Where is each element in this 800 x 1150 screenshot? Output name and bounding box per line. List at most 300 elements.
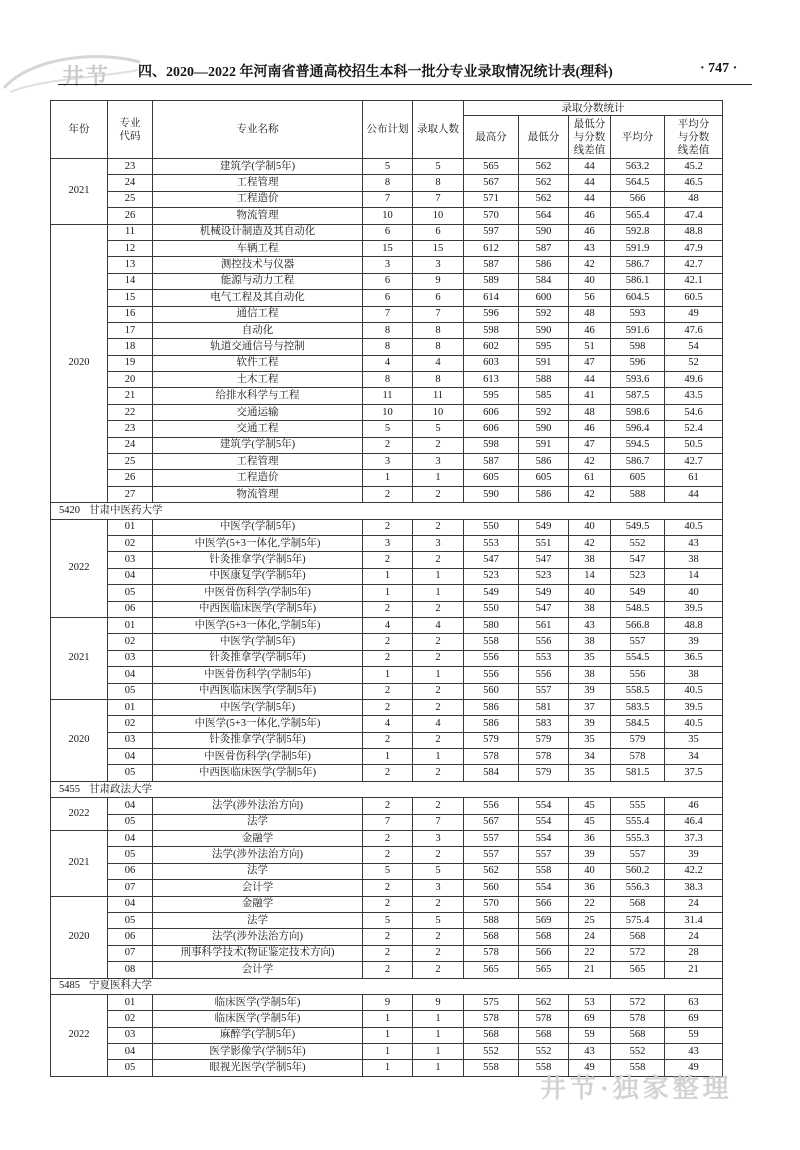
page-number: · 747 · <box>700 61 738 76</box>
avg-score-cell: 560.2 <box>611 863 665 879</box>
avg-score-cell: 604.5 <box>611 290 665 306</box>
major-name-cell: 针灸推拿学(学制5年) <box>153 552 363 568</box>
admitted-cell: 15 <box>413 240 464 256</box>
min-score-cell: 562 <box>519 191 569 207</box>
major-code-cell: 05 <box>108 765 153 781</box>
major-code-cell: 26 <box>108 470 153 486</box>
plan-cell: 7 <box>363 191 413 207</box>
min-diff-cell: 24 <box>569 929 611 945</box>
min-score-cell: 586 <box>519 257 569 273</box>
plan-cell: 6 <box>363 290 413 306</box>
avg-diff-cell: 43.5 <box>665 388 723 404</box>
logo-watermark-text: 井节 <box>62 64 111 89</box>
header-plan: 公布计划 <box>363 101 413 159</box>
table-row <box>51 568 723 584</box>
min-score-cell: 578 <box>519 749 569 765</box>
avg-diff-cell: 28 <box>665 945 723 961</box>
avg-score-cell: 558.5 <box>611 683 665 699</box>
table-row <box>51 814 723 830</box>
avg-score-cell: 566 <box>611 191 665 207</box>
avg-score-cell: 587.5 <box>611 388 665 404</box>
avg-score-cell: 549.5 <box>611 519 665 535</box>
min-score-cell: 600 <box>519 290 569 306</box>
min-score-cell: 553 <box>519 650 569 666</box>
avg-diff-cell: 42.7 <box>665 257 723 273</box>
admitted-cell: 8 <box>413 339 464 355</box>
min-diff-cell: 44 <box>569 175 611 191</box>
admitted-cell: 1 <box>413 667 464 683</box>
avg-score-cell: 584.5 <box>611 716 665 732</box>
plan-cell: 1 <box>363 1011 413 1027</box>
max-score-cell: 550 <box>464 601 519 617</box>
min-score-cell: 556 <box>519 667 569 683</box>
major-code-cell: 03 <box>108 732 153 748</box>
table-row <box>51 699 723 715</box>
table-row <box>51 929 723 945</box>
max-score-cell: 547 <box>464 552 519 568</box>
admitted-cell: 2 <box>413 945 464 961</box>
avg-diff-cell: 38 <box>665 667 723 683</box>
major-name-cell: 建筑学(学制5年) <box>153 437 363 453</box>
table-row <box>51 240 723 256</box>
plan-cell: 4 <box>363 355 413 371</box>
avg-diff-cell: 46 <box>665 798 723 814</box>
avg-diff-cell: 49 <box>665 306 723 322</box>
table-row <box>51 388 723 404</box>
min-score-cell: 551 <box>519 535 569 551</box>
max-score-cell: 567 <box>464 814 519 830</box>
header-code: 专业代码 <box>108 101 153 159</box>
plan-cell: 8 <box>363 322 413 338</box>
avg-score-cell: 572 <box>611 994 665 1010</box>
major-code-cell: 17 <box>108 322 153 338</box>
table-row <box>51 962 723 978</box>
plan-cell: 2 <box>363 847 413 863</box>
avg-diff-cell: 24 <box>665 929 723 945</box>
table-row <box>51 716 723 732</box>
max-score-cell: 578 <box>464 1011 519 1027</box>
major-name-cell: 医学影像学(学制5年) <box>153 1044 363 1060</box>
year-cell: 2021 <box>51 159 108 225</box>
max-score-cell: 558 <box>464 1060 519 1076</box>
avg-diff-cell: 46.4 <box>665 814 723 830</box>
min-diff-cell: 21 <box>569 962 611 978</box>
plan-cell: 5 <box>363 863 413 879</box>
school-name: 甘肃政法大学 <box>89 783 152 795</box>
admitted-cell: 9 <box>413 994 464 1010</box>
admitted-cell: 10 <box>413 404 464 420</box>
avg-score-cell: 588 <box>611 486 665 502</box>
plan-cell: 2 <box>363 486 413 502</box>
min-score-cell: 568 <box>519 929 569 945</box>
avg-diff-cell: 24 <box>665 896 723 912</box>
major-name-cell: 法学(涉外法治方向) <box>153 798 363 814</box>
admitted-cell: 4 <box>413 617 464 633</box>
admitted-cell: 2 <box>413 896 464 912</box>
min-score-cell: 595 <box>519 339 569 355</box>
admitted-cell: 8 <box>413 372 464 388</box>
min-diff-cell: 39 <box>569 683 611 699</box>
max-score-cell: 550 <box>464 519 519 535</box>
avg-score-cell: 547 <box>611 552 665 568</box>
major-code-cell: 03 <box>108 650 153 666</box>
max-score-cell: 584 <box>464 765 519 781</box>
major-code-cell: 08 <box>108 962 153 978</box>
plan-cell: 4 <box>363 617 413 633</box>
min-diff-cell: 38 <box>569 601 611 617</box>
min-diff-cell: 47 <box>569 437 611 453</box>
table-row <box>51 372 723 388</box>
avg-score-cell: 554.5 <box>611 650 665 666</box>
plan-cell: 1 <box>363 470 413 486</box>
major-code-cell: 19 <box>108 355 153 371</box>
major-name-cell: 中医骨伤科学(学制5年) <box>153 749 363 765</box>
header-avg: 平均分 <box>611 116 665 159</box>
min-diff-cell: 51 <box>569 339 611 355</box>
plan-cell: 10 <box>363 208 413 224</box>
table-row <box>51 601 723 617</box>
avg-score-cell: 568 <box>611 896 665 912</box>
plan-cell: 2 <box>363 650 413 666</box>
max-score-cell: 595 <box>464 388 519 404</box>
table-row <box>51 290 723 306</box>
major-name-cell: 通信工程 <box>153 306 363 322</box>
avg-diff-cell: 52.4 <box>665 421 723 437</box>
avg-score-cell: 555 <box>611 798 665 814</box>
school-cell <box>51 781 723 797</box>
avg-diff-cell: 44 <box>665 486 723 502</box>
avg-diff-cell: 63 <box>665 994 723 1010</box>
admitted-cell: 1 <box>413 1044 464 1060</box>
avg-score-cell: 565 <box>611 962 665 978</box>
school-code: 5485 <box>59 980 80 992</box>
avg-score-cell: 592.8 <box>611 224 665 240</box>
major-name-cell: 给排水科学与工程 <box>153 388 363 404</box>
header-max: 最高分 <box>464 116 519 159</box>
min-diff-cell: 39 <box>569 716 611 732</box>
table-row <box>51 798 723 814</box>
min-score-cell: 564 <box>519 208 569 224</box>
min-score-cell: 579 <box>519 765 569 781</box>
plan-cell: 1 <box>363 667 413 683</box>
admitted-cell: 8 <box>413 322 464 338</box>
major-name-cell: 中西医临床医学(学制5年) <box>153 601 363 617</box>
min-diff-cell: 40 <box>569 273 611 289</box>
avg-diff-cell: 31.4 <box>665 912 723 928</box>
max-score-cell: 606 <box>464 404 519 420</box>
major-name-cell: 中医学(学制5年) <box>153 519 363 535</box>
major-name-cell: 中医学(5+3一体化,学制5年) <box>153 617 363 633</box>
avg-diff-cell: 39.5 <box>665 601 723 617</box>
plan-cell: 2 <box>363 683 413 699</box>
min-score-cell: 578 <box>519 1011 569 1027</box>
major-name-cell: 法学 <box>153 863 363 879</box>
page-title: 四、2020—2022 年河南省普通高校招生本科一批分专业录取情况统计表(理科) <box>138 65 613 80</box>
min-diff-cell: 45 <box>569 814 611 830</box>
major-name-cell: 工程管理 <box>153 175 363 191</box>
avg-diff-cell: 43 <box>665 1044 723 1060</box>
avg-score-cell: 596.4 <box>611 421 665 437</box>
major-code-cell: 05 <box>108 847 153 863</box>
avg-score-cell: 552 <box>611 1044 665 1060</box>
avg-diff-cell: 39.5 <box>665 699 723 715</box>
plan-cell: 2 <box>363 831 413 847</box>
min-score-cell: 562 <box>519 994 569 1010</box>
max-score-cell: 606 <box>464 421 519 437</box>
plan-cell: 2 <box>363 896 413 912</box>
major-name-cell: 土木工程 <box>153 372 363 388</box>
table-row <box>51 896 723 912</box>
max-score-cell: 602 <box>464 339 519 355</box>
table-row <box>51 224 723 240</box>
max-score-cell: 590 <box>464 486 519 502</box>
min-score-cell: 583 <box>519 716 569 732</box>
table-row <box>51 847 723 863</box>
avg-score-cell: 555.4 <box>611 814 665 830</box>
major-code-cell: 05 <box>108 1060 153 1076</box>
table-row <box>51 683 723 699</box>
max-score-cell: 579 <box>464 732 519 748</box>
table-row <box>51 470 723 486</box>
major-code-cell: 25 <box>108 191 153 207</box>
plan-cell: 8 <box>363 175 413 191</box>
major-code-cell: 23 <box>108 421 153 437</box>
admitted-cell: 7 <box>413 814 464 830</box>
avg-score-cell: 578 <box>611 1011 665 1027</box>
min-diff-cell: 36 <box>569 831 611 847</box>
table-row <box>51 994 723 1010</box>
major-name-cell: 工程造价 <box>153 191 363 207</box>
min-diff-cell: 42 <box>569 486 611 502</box>
major-name-cell: 交通工程 <box>153 421 363 437</box>
plan-cell: 9 <box>363 994 413 1010</box>
min-score-cell: 566 <box>519 896 569 912</box>
plan-cell: 3 <box>363 535 413 551</box>
header-score-group: 录取分数统计 <box>464 101 723 116</box>
major-code-cell: 25 <box>108 454 153 470</box>
major-name-cell: 中医学(5+3一体化,学制5年) <box>153 716 363 732</box>
plan-cell: 2 <box>363 437 413 453</box>
major-code-cell: 06 <box>108 863 153 879</box>
avg-score-cell: 572 <box>611 945 665 961</box>
plan-cell: 7 <box>363 306 413 322</box>
min-score-cell: 558 <box>519 1060 569 1076</box>
avg-score-cell: 556 <box>611 667 665 683</box>
avg-diff-cell: 54.6 <box>665 404 723 420</box>
avg-score-cell: 555.3 <box>611 831 665 847</box>
major-name-cell: 自动化 <box>153 322 363 338</box>
max-score-cell: 560 <box>464 880 519 896</box>
admitted-cell: 3 <box>413 831 464 847</box>
avg-score-cell: 549 <box>611 585 665 601</box>
admitted-cell: 1 <box>413 585 464 601</box>
table-row <box>51 831 723 847</box>
max-score-cell: 568 <box>464 929 519 945</box>
avg-score-cell: 581.5 <box>611 765 665 781</box>
admitted-cell: 2 <box>413 765 464 781</box>
year-cell: 2021 <box>51 831 108 897</box>
major-name-cell: 轨道交通信号与控制 <box>153 339 363 355</box>
avg-score-cell: 548.5 <box>611 601 665 617</box>
max-score-cell: 558 <box>464 634 519 650</box>
header-name: 专业名称 <box>153 101 363 159</box>
min-diff-cell: 46 <box>569 208 611 224</box>
admitted-cell: 5 <box>413 863 464 879</box>
min-diff-cell: 37 <box>569 699 611 715</box>
major-name-cell: 会计学 <box>153 962 363 978</box>
max-score-cell: 578 <box>464 945 519 961</box>
year-cell: 2020 <box>51 224 108 503</box>
admitted-cell: 1 <box>413 1027 464 1043</box>
major-code-cell: 04 <box>108 896 153 912</box>
max-score-cell: 557 <box>464 831 519 847</box>
avg-diff-cell: 40.5 <box>665 519 723 535</box>
table-row <box>51 486 723 502</box>
avg-diff-cell: 42.7 <box>665 454 723 470</box>
min-score-cell: 561 <box>519 617 569 633</box>
admitted-cell: 5 <box>413 421 464 437</box>
avg-diff-cell: 52 <box>665 355 723 371</box>
major-code-cell: 04 <box>108 568 153 584</box>
min-score-cell: 590 <box>519 421 569 437</box>
table-row <box>51 634 723 650</box>
plan-cell: 2 <box>363 601 413 617</box>
plan-cell: 2 <box>363 699 413 715</box>
min-score-cell: 554 <box>519 880 569 896</box>
table-row <box>51 404 723 420</box>
major-code-cell: 15 <box>108 290 153 306</box>
table-row <box>51 273 723 289</box>
major-code-cell: 04 <box>108 831 153 847</box>
major-name-cell: 会计学 <box>153 880 363 896</box>
admitted-cell: 10 <box>413 208 464 224</box>
admitted-cell: 2 <box>413 650 464 666</box>
major-code-cell: 12 <box>108 240 153 256</box>
avg-score-cell: 605 <box>611 470 665 486</box>
avg-diff-cell: 40.5 <box>665 683 723 699</box>
admitted-cell: 6 <box>413 290 464 306</box>
avg-diff-cell: 21 <box>665 962 723 978</box>
max-score-cell: 565 <box>464 962 519 978</box>
avg-score-cell: 596 <box>611 355 665 371</box>
min-score-cell: 554 <box>519 814 569 830</box>
max-score-cell: 571 <box>464 191 519 207</box>
max-score-cell: 570 <box>464 896 519 912</box>
major-name-cell: 能源与动力工程 <box>153 273 363 289</box>
avg-diff-cell: 50.5 <box>665 437 723 453</box>
school-row <box>51 503 723 519</box>
major-code-cell: 04 <box>108 667 153 683</box>
major-name-cell: 中医骨伤科学(学制5年) <box>153 585 363 601</box>
major-code-cell: 05 <box>108 912 153 928</box>
avg-score-cell: 566.8 <box>611 617 665 633</box>
major-code-cell: 04 <box>108 798 153 814</box>
table-row <box>51 585 723 601</box>
major-code-cell: 05 <box>108 585 153 601</box>
major-name-cell: 临床医学(学制5年) <box>153 994 363 1010</box>
admitted-cell: 5 <box>413 159 464 175</box>
major-name-cell: 工程造价 <box>153 470 363 486</box>
avg-diff-cell: 48.8 <box>665 617 723 633</box>
admission-table <box>50 100 723 1077</box>
avg-diff-cell: 48.8 <box>665 224 723 240</box>
max-score-cell: 556 <box>464 798 519 814</box>
avg-diff-cell: 45.2 <box>665 159 723 175</box>
avg-diff-cell: 47.9 <box>665 240 723 256</box>
avg-diff-cell: 46.5 <box>665 175 723 191</box>
min-score-cell: 605 <box>519 470 569 486</box>
min-diff-cell: 35 <box>569 732 611 748</box>
min-score-cell: 547 <box>519 601 569 617</box>
table-row <box>51 552 723 568</box>
plan-cell: 2 <box>363 798 413 814</box>
max-score-cell: 567 <box>464 175 519 191</box>
avg-diff-cell: 49 <box>665 1060 723 1076</box>
max-score-cell: 523 <box>464 568 519 584</box>
admitted-cell: 2 <box>413 437 464 453</box>
major-code-cell: 23 <box>108 159 153 175</box>
major-code-cell: 07 <box>108 945 153 961</box>
max-score-cell: 557 <box>464 847 519 863</box>
admitted-cell: 3 <box>413 454 464 470</box>
table-row <box>51 339 723 355</box>
max-score-cell: 596 <box>464 306 519 322</box>
avg-diff-cell: 38 <box>665 552 723 568</box>
table-row <box>51 257 723 273</box>
min-diff-cell: 45 <box>569 798 611 814</box>
major-code-cell: 01 <box>108 519 153 535</box>
min-score-cell: 579 <box>519 732 569 748</box>
max-score-cell: 598 <box>464 322 519 338</box>
admitted-cell: 1 <box>413 1060 464 1076</box>
min-score-cell: 547 <box>519 552 569 568</box>
max-score-cell: 575 <box>464 994 519 1010</box>
min-diff-cell: 39 <box>569 847 611 863</box>
avg-score-cell: 593 <box>611 306 665 322</box>
plan-cell: 1 <box>363 568 413 584</box>
school-code: 5420 <box>59 504 80 516</box>
admitted-cell: 4 <box>413 716 464 732</box>
admitted-cell: 2 <box>413 699 464 715</box>
major-code-cell: 07 <box>108 880 153 896</box>
major-code-cell: 01 <box>108 617 153 633</box>
table-row <box>51 175 723 191</box>
plan-cell: 2 <box>363 634 413 650</box>
avg-diff-cell: 40.5 <box>665 716 723 732</box>
plan-cell: 4 <box>363 716 413 732</box>
min-score-cell: 584 <box>519 273 569 289</box>
min-score-cell: 557 <box>519 847 569 863</box>
major-code-cell: 24 <box>108 437 153 453</box>
max-score-cell: 605 <box>464 470 519 486</box>
admitted-cell: 2 <box>413 552 464 568</box>
plan-cell: 3 <box>363 257 413 273</box>
max-score-cell: 613 <box>464 372 519 388</box>
major-code-cell: 02 <box>108 634 153 650</box>
admitted-cell: 2 <box>413 847 464 863</box>
avg-score-cell: 593.6 <box>611 372 665 388</box>
avg-score-cell: 594.5 <box>611 437 665 453</box>
avg-score-cell: 563.2 <box>611 159 665 175</box>
header-rule <box>58 84 752 85</box>
min-score-cell: 591 <box>519 437 569 453</box>
plan-cell: 6 <box>363 224 413 240</box>
plan-cell: 1 <box>363 1044 413 1060</box>
table-row <box>51 437 723 453</box>
admitted-cell: 7 <box>413 191 464 207</box>
major-code-cell: 05 <box>108 814 153 830</box>
min-diff-cell: 56 <box>569 290 611 306</box>
